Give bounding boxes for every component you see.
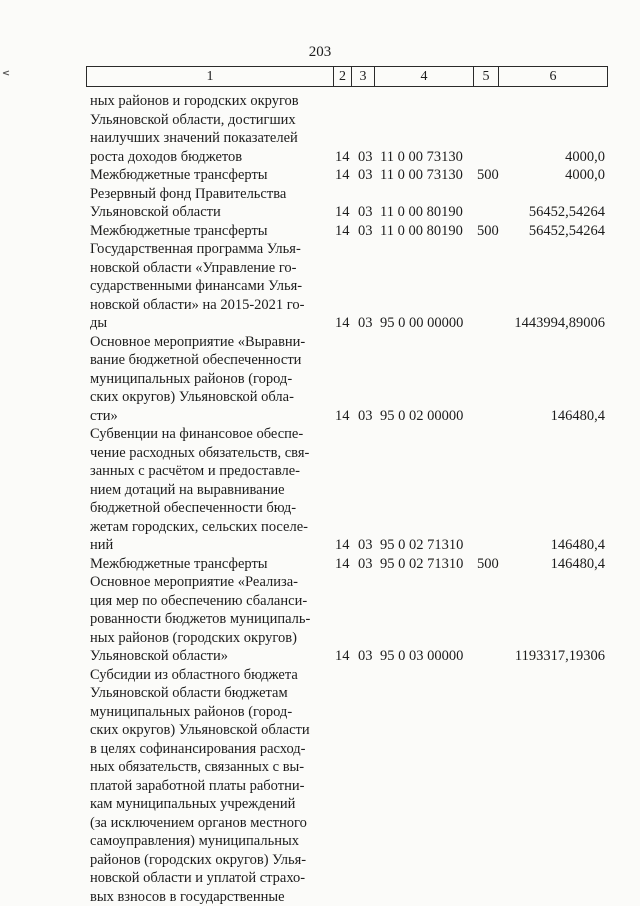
description-line: муниципальных районов (город-: [90, 370, 328, 389]
subsection-code: 03: [358, 148, 378, 167]
subsection-code: 03: [358, 536, 378, 555]
row-description: [90, 92, 328, 166]
description-line: Государственная программа Улья-: [90, 240, 328, 259]
chapter-code: 14: [335, 407, 355, 426]
page-number: 203: [0, 44, 640, 61]
subsection-code: 03: [358, 647, 378, 666]
description-line: Ульяновской области, достигших: [90, 111, 328, 130]
description-line: Ульяновской области»: [90, 647, 328, 666]
description-line: бюджетной обеспеченности бюд-: [90, 499, 328, 518]
subsection-code: 03: [358, 314, 378, 333]
description-line: ция мер по обеспечению сбаланси-: [90, 592, 328, 611]
target-article-code: 95 0 02 71310: [380, 555, 480, 574]
description-line: Субсидии из областного бюджета: [90, 666, 328, 685]
description-line: роста доходов бюджетов: [90, 148, 328, 167]
description-line: самоуправления) муниципальных: [90, 832, 328, 851]
description-line: ных обязательств, связанных с вы-: [90, 758, 328, 777]
header-col-2: 2: [334, 67, 351, 86]
description-line: Субвенции на финансовое обеспе-: [90, 425, 328, 444]
row-description: [90, 333, 328, 426]
expense-type-code: 500: [477, 555, 507, 574]
description-line: ных районов (городских округов): [90, 629, 328, 648]
row-description: [90, 240, 328, 333]
amount-value: 56452,54264: [505, 203, 605, 222]
description-line: новской области» на 2015-2021 го-: [90, 296, 328, 315]
subsection-code: 03: [358, 555, 378, 574]
target-article-code: 95 0 02 71310: [380, 536, 480, 555]
description-line: Основное мероприятие «Реализа-: [90, 573, 328, 592]
amount-value: 146480,4: [505, 536, 605, 555]
expense-type-code: 500: [477, 222, 507, 241]
table-header-row: [86, 66, 608, 87]
description-line: в целях софинансирования расход-: [90, 740, 328, 759]
description-line: ских округов) Ульяновской области: [90, 721, 328, 740]
description-line: ды: [90, 314, 328, 333]
row-description: [90, 555, 328, 574]
description-line: рованности бюджетов муниципаль-: [90, 610, 328, 629]
row-description: [90, 666, 328, 906]
amount-value: 1193317,19306: [505, 647, 605, 666]
target-article-code: 11 0 00 80190: [380, 222, 480, 241]
row-description: [90, 425, 328, 555]
subsection-code: 03: [358, 222, 378, 241]
target-article-code: 95 0 02 00000: [380, 407, 480, 426]
description-line: занных с расчётом и предоставле-: [90, 462, 328, 481]
description-line: сти»: [90, 407, 328, 426]
amount-value: 146480,4: [505, 407, 605, 426]
target-article-code: 11 0 00 73130: [380, 166, 480, 185]
description-line: Резервный фонд Правительства: [90, 185, 328, 204]
description-line: жетам городских, сельских поселе-: [90, 518, 328, 537]
chapter-code: 14: [335, 536, 355, 555]
subsection-code: 03: [358, 203, 378, 222]
expense-type-code: 500: [477, 166, 507, 185]
target-article-code: 95 0 03 00000: [380, 647, 480, 666]
chapter-code: 14: [335, 148, 355, 167]
description-line: Межбюджетные трансферты: [90, 555, 328, 574]
target-article-code: 95 0 00 00000: [380, 314, 480, 333]
header-col-4: 4: [375, 67, 473, 86]
description-line: новской области «Управление го-: [90, 259, 328, 278]
description-line: Основное мероприятие «Выравни-: [90, 333, 328, 352]
description-line: новской области и уплатой страхо-: [90, 869, 328, 888]
description-line: ских округов) Ульяновской обла-: [90, 388, 328, 407]
amount-value: 56452,54264: [505, 222, 605, 241]
chapter-code: 14: [335, 555, 355, 574]
header-col-5: 5: [474, 67, 498, 86]
target-article-code: 11 0 00 73130: [380, 148, 480, 167]
description-line: чение расходных обязательств, свя-: [90, 444, 328, 463]
chapter-code: 14: [335, 647, 355, 666]
description-line: ных районов и городских округов: [90, 92, 328, 111]
scan-margin-mark: [2, 70, 11, 76]
description-line: вых взносов в государственные: [90, 888, 328, 906]
chapter-code: 14: [335, 222, 355, 241]
header-col-3: 3: [352, 67, 374, 86]
row-description: [90, 222, 328, 241]
description-line: (за исключением органов местного: [90, 814, 328, 833]
description-line: районов (городских округов) Улья-: [90, 851, 328, 870]
row-description: [90, 573, 328, 666]
description-line: вание бюджетной обеспеченности: [90, 351, 328, 370]
row-description: [90, 185, 328, 222]
header-col-1: 1: [87, 67, 333, 86]
amount-value: 146480,4: [505, 555, 605, 574]
description-line: нием дотаций на выравнивание: [90, 481, 328, 500]
description-line: Ульяновской области: [90, 203, 328, 222]
amount-value: 4000,0: [505, 148, 605, 167]
amount-value: 1443994,89006: [505, 314, 605, 333]
header-col-6: 6: [499, 67, 607, 86]
description-line: муниципальных районов (город-: [90, 703, 328, 722]
description-line: Межбюджетные трансферты: [90, 166, 328, 185]
subsection-code: 03: [358, 166, 378, 185]
chapter-code: 14: [335, 203, 355, 222]
amount-value: 4000,0: [505, 166, 605, 185]
chapter-code: 14: [335, 166, 355, 185]
description-line: Ульяновской области бюджетам: [90, 684, 328, 703]
row-description: [90, 166, 328, 185]
description-line: Межбюджетные трансферты: [90, 222, 328, 241]
chapter-code: 14: [335, 314, 355, 333]
target-article-code: 11 0 00 80190: [380, 203, 480, 222]
description-line: ний: [90, 536, 328, 555]
description-line: наилучших значений показателей: [90, 129, 328, 148]
description-line: платой заработной платы работни-: [90, 777, 328, 796]
subsection-code: 03: [358, 407, 378, 426]
description-line: сударственными финансами Улья-: [90, 277, 328, 296]
description-line: кам муниципальных учреждений: [90, 795, 328, 814]
